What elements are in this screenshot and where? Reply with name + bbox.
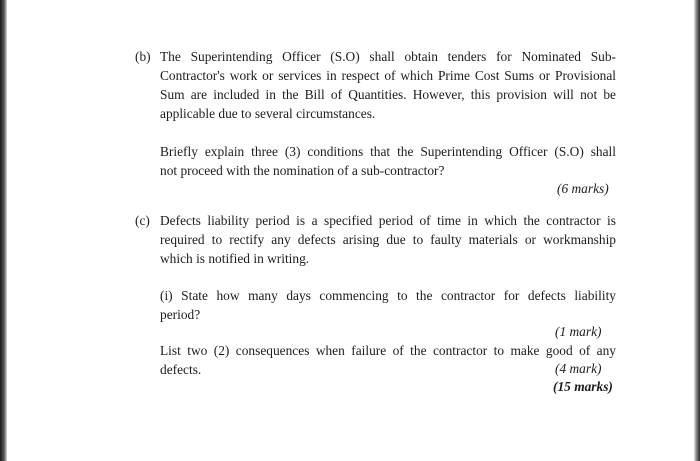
question-c-paragraph-line: required to rectify any defects arising due to faulty materials or workmanship (160, 232, 616, 247)
question-b-paragraph-line: Sum are included in the Bill of Quantities. However, this provision will not be (160, 87, 616, 102)
question-c-sub-ii-line: defects. (160, 362, 202, 377)
question-c-sub-ii-marks: (4 mark) (555, 361, 602, 376)
question-c-sub-i-marks: (1 mark) (555, 324, 602, 339)
question-b-marks: (6 marks) (557, 181, 609, 196)
question-c-label: (c) (135, 213, 150, 228)
question-c-sub-ii-line: List two (2) consequences when failure of the contractor to make good of any (160, 343, 616, 358)
question-b-paragraph-line: The Superintending Officer (S.O) shall obtain tenders for Nominated Sub- (160, 49, 616, 64)
question-b-paragraph-line: applicable due to several circumstances. (160, 106, 376, 121)
question-c-paragraph-line: which is notified in writing. (160, 251, 310, 266)
question-b-task-line: not proceed with the nomination of a sub-contractor? (160, 163, 445, 178)
question-c-sub-i-line: period? (160, 307, 201, 322)
question-b-label: (b) (135, 49, 151, 64)
question-c-sub-i-line: (i) State how many days commencing to the contractor for defects liability (160, 288, 616, 303)
question-b-task-line: Briefly explain three (3) conditions that the Superintending Officer (S.O) shall (160, 144, 616, 159)
question-b-paragraph-line: Contractor's work or services in respect of which Prime Cost Sums or Provisional (160, 68, 616, 83)
question-c-paragraph-line: Defects liability period is a specified period of time in which the contractor is (160, 213, 616, 228)
question-c-total-marks: (15 marks) (553, 379, 613, 394)
